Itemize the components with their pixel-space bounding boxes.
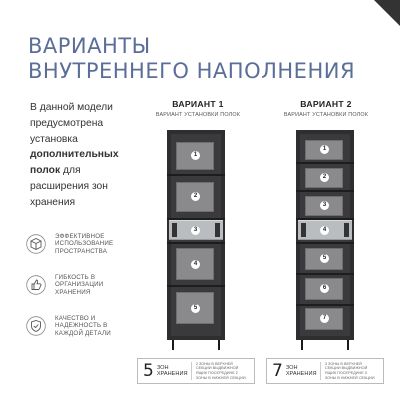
shelf bbox=[167, 174, 225, 176]
drawer-handle bbox=[344, 223, 349, 237]
page-title bbox=[28, 34, 355, 84]
feature-text: ГИБКОСТЬ В ОРГАНИЗАЦИИ ХРАНЕНИЯ bbox=[55, 273, 104, 296]
shelf bbox=[296, 273, 354, 275]
variant-2-name: ВАРИАНТ 2 bbox=[300, 99, 352, 109]
intro-bold: дополнительных полок bbox=[30, 149, 119, 177]
feature-text: КАЧЕСТВО И НАДЕЖНОСТЬ В КАЖДОЙ ДЕТАЛИ bbox=[55, 314, 111, 337]
intro-part-2: для расширения зон хранения bbox=[30, 165, 108, 208]
zone-number: 2 bbox=[320, 173, 329, 182]
drawer-handle bbox=[172, 223, 177, 237]
shelf bbox=[296, 190, 354, 192]
zone-summary-variant-1 bbox=[137, 358, 255, 384]
zone-number: 6 bbox=[320, 284, 329, 293]
zone-summary-variant-2 bbox=[266, 358, 384, 384]
feature-item bbox=[26, 230, 136, 258]
cabinet-variant-1 bbox=[167, 130, 225, 340]
intro-part-1: В данной модели предусмотрена установка bbox=[30, 102, 113, 145]
zone-description: 3 ЗОНЫ В ВЕРХНЕЙ СЕКЦИИ ВЫДВИЖНОЙ ЯЩИК ПОСЕРЕДИНЕ 3 ЗОНЫ В НИЖНЕЙ СЕКЦИИ bbox=[320, 362, 378, 380]
variant-1-name: ВАРИАНТ 1 bbox=[172, 99, 224, 109]
thumbs-up-icon bbox=[26, 275, 46, 295]
feature-list bbox=[26, 230, 136, 353]
intro-text bbox=[30, 100, 130, 211]
zone-number: 1 bbox=[320, 145, 329, 154]
shelf bbox=[296, 162, 354, 164]
zone-description: 2 ЗОНЫ В ВЕРХНЕЙ СЕКЦИИ ВЫДВИЖНОЙ ЯЩИК ПОСЕРЕДИНЕ 2 ЗОНЫ В НИЖНЕЙ СЕКЦИИ bbox=[191, 362, 249, 380]
feature-item bbox=[26, 312, 136, 340]
box-icon bbox=[26, 234, 46, 254]
shelf bbox=[167, 242, 225, 244]
zone-label: ЗОН ХРАНЕНИЯ bbox=[285, 364, 317, 377]
cabinet-leg bbox=[301, 340, 303, 350]
shelf bbox=[296, 304, 354, 306]
cabinet-variant-2 bbox=[296, 130, 354, 340]
zone-number: 4 bbox=[191, 260, 200, 269]
zone-number: 1 bbox=[191, 151, 200, 160]
feature-item bbox=[26, 271, 136, 299]
title-line-2: ВНУТРЕННЕГО НАПОЛНЕНИЯ bbox=[28, 59, 356, 83]
zone-number: 5 bbox=[191, 304, 200, 313]
zone-number: 3 bbox=[191, 226, 200, 235]
zone-number: 7 bbox=[320, 314, 329, 323]
title-line-1: ВАРИАНТЫ bbox=[28, 34, 151, 58]
zone-label: ЗОН ХРАНЕНИЯ bbox=[156, 364, 188, 377]
cabinet-leg bbox=[218, 340, 220, 350]
shelf bbox=[167, 285, 225, 287]
cabinet-leg bbox=[347, 340, 349, 350]
corner-triangle bbox=[374, 0, 400, 26]
variant-1-header bbox=[148, 99, 248, 118]
zone-number: 2 bbox=[191, 192, 200, 201]
variant-2-header bbox=[276, 99, 376, 118]
zone-count: 5 bbox=[143, 361, 154, 381]
zone-number: 4 bbox=[320, 226, 329, 235]
zone-number: 3 bbox=[320, 201, 329, 210]
variant-1-subtitle: ВАРИАНТ УСТАНОВКИ ПОЛОК bbox=[155, 112, 241, 118]
cabinet-leg bbox=[172, 340, 174, 350]
zone-number: 5 bbox=[320, 254, 329, 263]
shelf bbox=[296, 242, 354, 244]
drawer-handle bbox=[301, 223, 306, 237]
variant-2-subtitle: ВАРИАНТ УСТАНОВКИ ПОЛОК bbox=[283, 112, 369, 118]
drawer-handle bbox=[215, 223, 220, 237]
shield-check-icon bbox=[26, 316, 46, 336]
zone-count: 7 bbox=[272, 361, 283, 381]
feature-text: ЭФФЕКТИВНОЕ ИСПОЛЬЗОВАНИЕ ПРОСТРАНСТВА bbox=[55, 232, 114, 255]
